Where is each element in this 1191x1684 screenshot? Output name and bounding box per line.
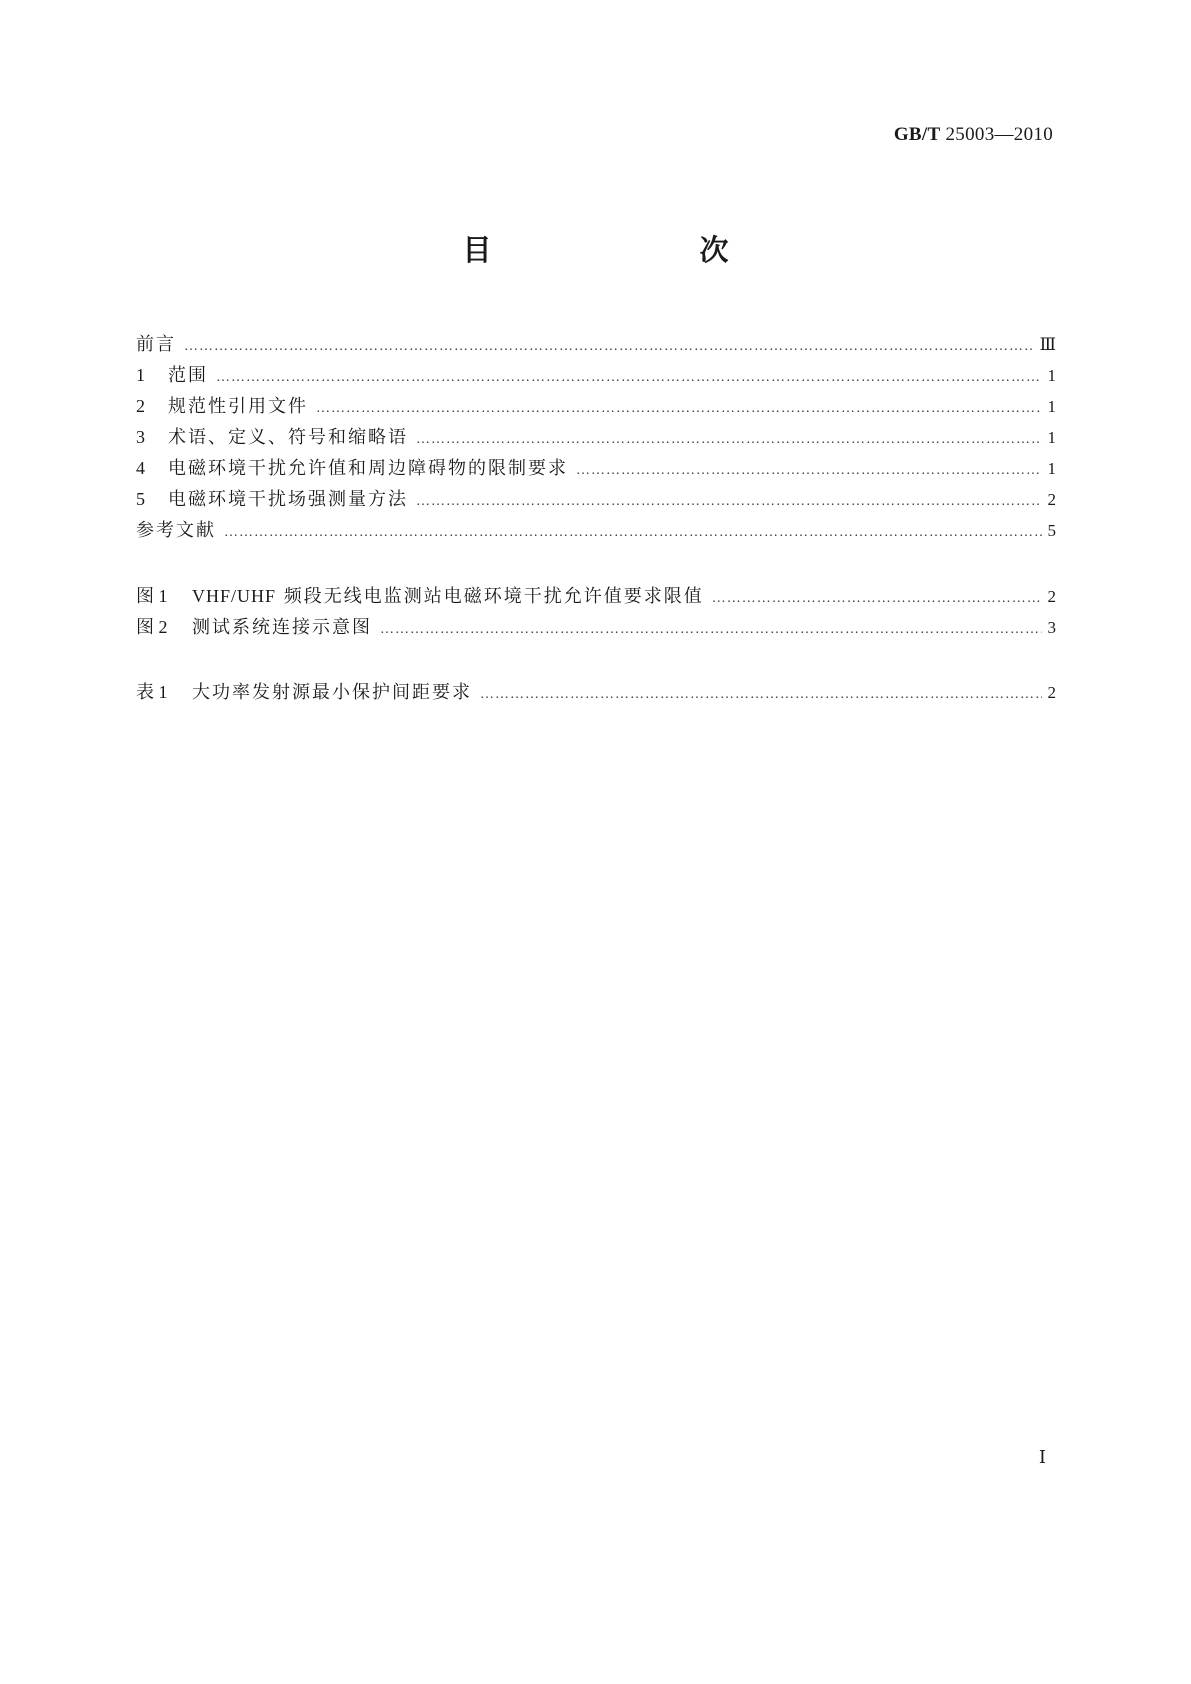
toc-entry-title: 参考文献	[136, 520, 216, 541]
toc-entry-title: 电磁环境干扰场强测量方法	[168, 489, 408, 510]
toc-entry-number: 2	[136, 396, 145, 416]
toc-entry-page: 1	[1047, 428, 1056, 447]
standard-prefix: GB/T	[893, 124, 941, 145]
toc-leader-dots	[184, 331, 1034, 362]
toc-figure-page: 3	[1047, 618, 1056, 637]
toc-figure-number: 图 1	[136, 586, 168, 606]
toc-table-number: 表 1	[136, 682, 168, 702]
standard-code: 25003—2010	[945, 124, 1053, 145]
toc-figure-page: 2	[1047, 587, 1056, 606]
toc-table-title: 大功率发射源最小保护间距要求	[192, 682, 472, 703]
toc-leader-dots	[576, 455, 1042, 486]
page-number: Ⅰ	[1038, 1447, 1046, 1467]
toc-entry-page: 1	[1047, 459, 1056, 478]
toc-figure-2[interactable]	[136, 612, 1056, 643]
toc-figure-title-latin: VHF/UHF	[192, 586, 277, 606]
toc-table-page: 2	[1047, 683, 1056, 702]
toc-leader-dots	[416, 424, 1042, 455]
toc-leader-dots	[224, 517, 1042, 548]
page-title: 目 次	[462, 233, 779, 267]
toc-entry-number: 5	[136, 489, 145, 509]
toc-entry-number: 3	[136, 427, 145, 447]
toc-entry-title: 前言	[136, 334, 176, 355]
toc-entry-4[interactable]	[136, 453, 1056, 484]
toc-entry-page: 2	[1047, 490, 1056, 509]
standard-number	[894, 124, 1053, 146]
toc-entry-page: 1	[1047, 397, 1056, 416]
toc-entry-references[interactable]	[136, 515, 1056, 546]
toc-figure-title-text: 频段无线电监测站电磁环境干扰允许值要求限值	[283, 586, 704, 607]
toc-entry-number: 4	[136, 458, 145, 478]
toc-table-1[interactable]	[136, 677, 1056, 708]
toc-leader-dots	[712, 583, 1042, 614]
toc-entry-number: 1	[136, 365, 145, 385]
toc-sections	[136, 329, 1056, 546]
toc-entry-3[interactable]	[136, 422, 1056, 453]
toc-entry-title: 术语、定义、符号和缩略语	[168, 427, 408, 448]
toc-figure-title	[192, 581, 704, 612]
toc-figures	[136, 581, 1056, 643]
toc-entry-title: 范围	[168, 365, 208, 386]
toc-leader-dots	[480, 679, 1042, 710]
toc-tables	[136, 677, 1056, 708]
toc-entry-5[interactable]	[136, 484, 1056, 515]
toc-leader-dots	[416, 486, 1042, 517]
toc-entry-foreword[interactable]	[136, 329, 1056, 360]
toc-entry-1[interactable]	[136, 360, 1056, 391]
toc-entry-page: 5	[1047, 521, 1056, 540]
toc-figure-title: 测试系统连接示意图	[192, 617, 372, 638]
toc-entry-title: 规范性引用文件	[168, 396, 308, 417]
toc-entry-title: 电磁环境干扰允许值和周边障碍物的限制要求	[168, 458, 568, 479]
toc-leader-dots	[316, 393, 1042, 424]
toc-figure-number: 图 2	[136, 617, 168, 637]
toc-entry-page: Ⅲ	[1039, 335, 1056, 354]
toc-leader-dots	[216, 362, 1042, 393]
toc-entry-2[interactable]	[136, 391, 1056, 422]
toc-entry-page: 1	[1047, 366, 1056, 385]
toc-leader-dots	[380, 614, 1042, 645]
toc-figure-1[interactable]	[136, 581, 1056, 612]
